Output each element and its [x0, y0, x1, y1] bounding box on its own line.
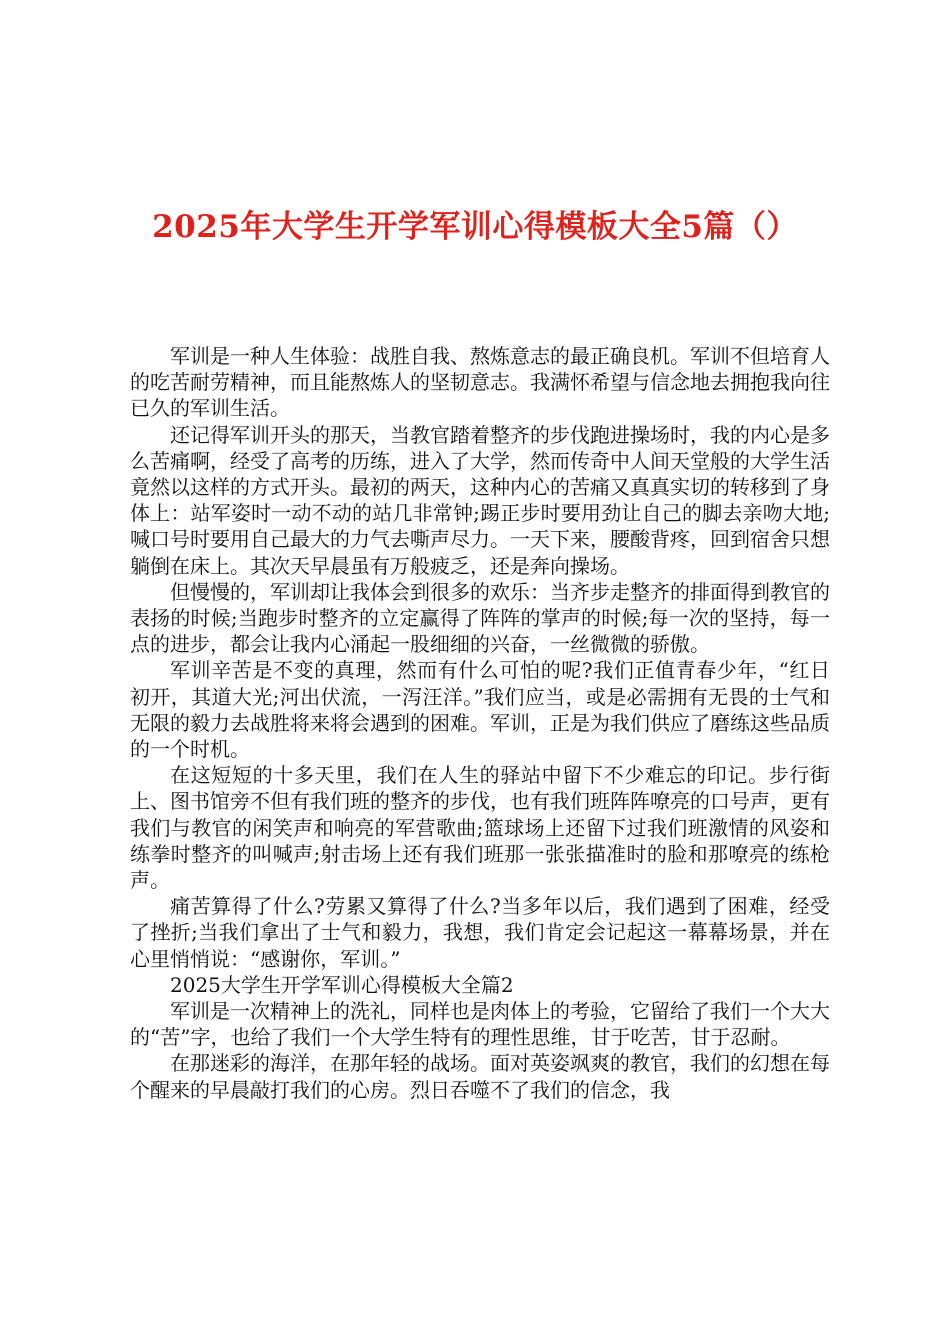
paragraph: 痛苦算得了什么?劳累又算得了什么?当多年以后，我们遇到了困难，经受了挫折;当我们拿出了士气和毅力，我想，我们肯定会记起这一幕幕场景，并在心里悄悄说：“感谢你，军训。”: [130, 894, 830, 971]
paragraph: 在这短短的十多天里，我们在人生的驿站中留下不少难忘的印记。步行街上、图书馆旁不但有我们班的整齐的步伐，也有我们班阵阵嘹亮的口号声，更有我们与教官的闲笑声和响亮的军营歌曲;篮球场上还留下过我们班激情的风姿和练拳时整齐的叫喊声;射击场上还有我们班那一张张描准时的脸和那嘹亮的练枪声。: [130, 763, 830, 893]
paragraph: 还记得军训开头的那天，当教官踏着整齐的步伐跑进操场时，我的内心是多么苦痛啊，经受了高考的历练，进入了大学，然而传奇中人间天堂般的大学生活竟然以这样的方式开头。最初的两天，这种内心的苦痛又真真实切的转移到了身体上：站军姿时一动不动的站几非常钟;踢正步时要用劲让自己的脚去亲吻大地;喊口号时要用自己最大的力气去嘶声尽力。一天下来，腰酸背疼，回到宿舍只想躺倒在床上。其次天早晨虽有万般疲乏，还是奔向操场。: [130, 422, 830, 578]
paragraph: 在那迷彩的海洋，在那年轻的战场。面对英姿飒爽的教官，我们的幻想在每个醒来的早晨敲打我们的心房。烈日吞噬不了我们的信念，我: [130, 1051, 830, 1102]
paragraph: 军训是一种人生体验：战胜自我、熬炼意志的最正确良机。军训不但培育人的吃苦耐劳精神，而且能熬炼人的坚韧意志。我满怀希望与信念地去拥抱我向往已久的军训生活。: [130, 344, 830, 421]
document-title: 2025年大学生开学军训心得模板大全5篇（）: [152, 209, 798, 245]
paragraph: 但慢慢的，军训却让我体会到很多的欢乐：当齐步走整齐的排面得到教官的表扬的时候;当跑步时整齐的立定赢得了阵阵的掌声的时候;每一次的坚持，每一点的进步，都会让我内心涌起一股细细的兴奋，一丝微微的骄傲。: [130, 579, 830, 657]
paragraph: 军训辛苦是不变的真理，然而有什么可怕的呢?我们正值青春少年，“红日初开，其道大光;河出伏流，一泻汪洋。”我们应当，或是必需拥有无畏的士气和无限的毅力去战胜将来将会遇到的困难。军训，正是为我们供应了磨练这些品质的一个时机。: [130, 658, 830, 762]
paragraph: 军训是一次精神上的洗礼，同样也是肉体上的考验，它留给了我们一个大大的“苦”字，也给了我们一个大学生特有的理性思维，甘于吃苦，甘于忍耐。: [130, 999, 830, 1050]
document-body: [130, 343, 830, 1103]
section-heading: 2025大学生开学军训心得模板大全篇2: [170, 972, 514, 997]
